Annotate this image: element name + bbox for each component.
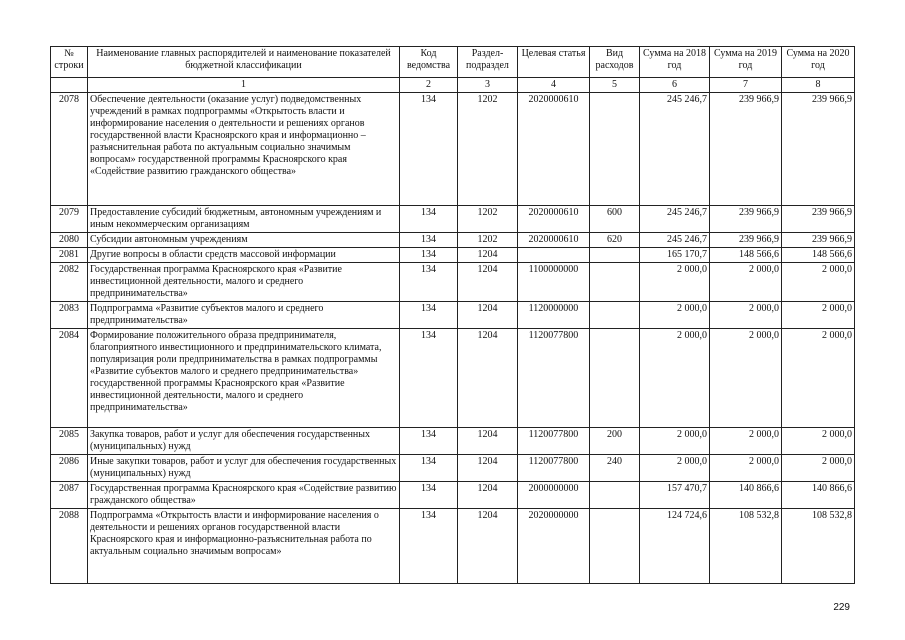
row-sum-2019: 2 000,0 [710, 455, 782, 482]
row-number: 2084 [51, 329, 88, 428]
column-number [51, 78, 88, 93]
header-row [51, 47, 855, 78]
row-expense-type: 200 [590, 428, 640, 455]
row-name: Государственная программа Красноярского края «Развитие инвестиционной деятельности, малого и среднего предпринимательства» [88, 263, 400, 302]
row-name: Формирование положительного образа предпринимателя, благоприятного инвестиционного и предпринимательского климата, популяризация роли предпринимательства в рамках подпрограммы «Развитие субъектов малого и среднего предпринимательства» государственной программы Красноярского края «Развитие инвестиционной деятельности, малого и среднего предпринимательства» [88, 329, 400, 428]
table-row [51, 455, 855, 482]
row-sum-2018: 2 000,0 [640, 302, 710, 329]
row-target-article: 2000000000 [518, 482, 590, 509]
row-name: Государственная программа Красноярского края «Содействие развитию гражданского общества» [88, 482, 400, 509]
column-number: 1 [88, 78, 400, 93]
row-dept-code: 134 [400, 233, 458, 248]
row-dept-code: 134 [400, 509, 458, 584]
table-row [51, 482, 855, 509]
row-sum-2020: 2 000,0 [782, 302, 855, 329]
row-dept-code: 134 [400, 263, 458, 302]
row-sum-2019: 239 966,9 [710, 233, 782, 248]
row-section: 1204 [458, 302, 518, 329]
row-sum-2019: 140 866,6 [710, 482, 782, 509]
row-sum-2019: 148 566,6 [710, 248, 782, 263]
row-expense-type: 240 [590, 455, 640, 482]
row-sum-2019: 2 000,0 [710, 263, 782, 302]
row-section: 1204 [458, 455, 518, 482]
row-expense-type: 600 [590, 206, 640, 233]
header-sum-2018: Сумма на 2018 год [640, 47, 710, 78]
row-expense-type [590, 509, 640, 584]
row-sum-2020: 2 000,0 [782, 455, 855, 482]
table-row [51, 93, 855, 206]
row-dept-code: 134 [400, 302, 458, 329]
row-expense-type: 620 [590, 233, 640, 248]
row-target-article: 1100000000 [518, 263, 590, 302]
row-sum-2018: 2 000,0 [640, 428, 710, 455]
row-sum-2018: 245 246,7 [640, 233, 710, 248]
row-sum-2020: 239 966,9 [782, 233, 855, 248]
column-number: 6 [640, 78, 710, 93]
row-dept-code: 134 [400, 428, 458, 455]
table-row [51, 329, 855, 428]
column-number: 3 [458, 78, 518, 93]
row-section: 1202 [458, 93, 518, 206]
header-num: № строки [51, 47, 88, 78]
row-target-article: 2020000610 [518, 233, 590, 248]
row-section: 1204 [458, 428, 518, 455]
row-section: 1204 [458, 482, 518, 509]
row-target-article [518, 248, 590, 263]
table-row [51, 428, 855, 455]
row-expense-type [590, 329, 640, 428]
row-sum-2018: 2 000,0 [640, 263, 710, 302]
row-number: 2088 [51, 509, 88, 584]
row-sum-2018: 2 000,0 [640, 329, 710, 428]
row-target-article: 2020000610 [518, 93, 590, 206]
row-target-article: 1120077800 [518, 329, 590, 428]
header-section: Раздел-подраздел [458, 47, 518, 78]
header-name: Наименование главных распорядителей и наименование показателей бюджетной классификации [88, 47, 400, 78]
row-expense-type [590, 263, 640, 302]
row-dept-code: 134 [400, 93, 458, 206]
row-sum-2018: 124 724,6 [640, 509, 710, 584]
row-number: 2080 [51, 233, 88, 248]
column-number: 2 [400, 78, 458, 93]
row-sum-2019: 2 000,0 [710, 329, 782, 428]
row-number: 2082 [51, 263, 88, 302]
column-number: 4 [518, 78, 590, 93]
row-sum-2019: 239 966,9 [710, 206, 782, 233]
row-name: Субсидии автономным учреждениям [88, 233, 400, 248]
row-sum-2018: 2 000,0 [640, 455, 710, 482]
column-number: 7 [710, 78, 782, 93]
row-name: Предоставление субсидий бюджетным, автономным учреждениям и иным некоммерческим организациям [88, 206, 400, 233]
row-dept-code: 134 [400, 206, 458, 233]
row-sum-2020: 2 000,0 [782, 428, 855, 455]
row-target-article: 1120000000 [518, 302, 590, 329]
row-expense-type [590, 93, 640, 206]
row-expense-type [590, 302, 640, 329]
row-dept-code: 134 [400, 329, 458, 428]
header-sum-2019: Сумма на 2019 год [710, 47, 782, 78]
row-dept-code: 134 [400, 482, 458, 509]
row-name: Иные закупки товаров, работ и услуг для обеспечения государственных (муниципальных) нужд [88, 455, 400, 482]
column-numbers-row [51, 78, 855, 93]
row-sum-2018: 245 246,7 [640, 206, 710, 233]
row-expense-type [590, 482, 640, 509]
row-sum-2020: 2 000,0 [782, 263, 855, 302]
row-sum-2020: 140 866,6 [782, 482, 855, 509]
table-row [51, 206, 855, 233]
row-name: Обеспечение деятельности (оказание услуг) подведомственных учреждений в рамках подпрограммы «Открытость власти и информирование населения о деятельности и решениях органов государственной власти Красноярского края и информационно – разъяснительная работа по актуальным социально значимым вопросам» государственной программы Красноярского края «Содействие развитию гражданского общества» [88, 93, 400, 206]
row-sum-2020: 108 532,8 [782, 509, 855, 584]
row-dept-code: 134 [400, 248, 458, 263]
header-exp-type: Вид расходов [590, 47, 640, 78]
row-sum-2018: 157 470,7 [640, 482, 710, 509]
row-name: Подпрограмма «Развитие субъектов малого и среднего предпринимательства» [88, 302, 400, 329]
header-article: Целевая статья [518, 47, 590, 78]
row-section: 1202 [458, 206, 518, 233]
row-expense-type [590, 248, 640, 263]
row-sum-2019: 2 000,0 [710, 302, 782, 329]
row-sum-2019: 108 532,8 [710, 509, 782, 584]
row-number: 2079 [51, 206, 88, 233]
row-sum-2020: 239 966,9 [782, 206, 855, 233]
table-row [51, 233, 855, 248]
row-target-article: 1120077800 [518, 428, 590, 455]
row-section: 1204 [458, 248, 518, 263]
row-sum-2020: 148 566,6 [782, 248, 855, 263]
budget-table [50, 46, 855, 584]
row-sum-2019: 239 966,9 [710, 93, 782, 206]
row-number: 2078 [51, 93, 88, 206]
row-target-article: 1120077800 [518, 455, 590, 482]
row-number: 2085 [51, 428, 88, 455]
row-number: 2086 [51, 455, 88, 482]
row-section: 1204 [458, 263, 518, 302]
row-sum-2020: 239 966,9 [782, 93, 855, 206]
row-number: 2087 [51, 482, 88, 509]
row-sum-2018: 165 170,7 [640, 248, 710, 263]
row-dept-code: 134 [400, 455, 458, 482]
column-number: 8 [782, 78, 855, 93]
row-section: 1204 [458, 509, 518, 584]
header-sum-2020: Сумма на 2020 год [782, 47, 855, 78]
row-section: 1204 [458, 329, 518, 428]
table-row [51, 248, 855, 263]
table-row [51, 302, 855, 329]
row-sum-2018: 245 246,7 [640, 93, 710, 206]
row-target-article: 2020000000 [518, 509, 590, 584]
row-section: 1202 [458, 233, 518, 248]
row-sum-2020: 2 000,0 [782, 329, 855, 428]
row-number: 2081 [51, 248, 88, 263]
row-name: Закупка товаров, работ и услуг для обеспечения государственных (муниципальных) нужд [88, 428, 400, 455]
row-number: 2083 [51, 302, 88, 329]
row-name: Подпрограмма «Открытость власти и информирование населения о деятельности и решениях органов государственной власти Красноярского края и информационно-разъяснительная работа по актуальным социально значимым вопросам» [88, 509, 400, 584]
row-sum-2019: 2 000,0 [710, 428, 782, 455]
row-name: Другие вопросы в области средств массовой информации [88, 248, 400, 263]
page-number: 229 [833, 602, 850, 613]
table-row [51, 509, 855, 584]
row-target-article: 2020000610 [518, 206, 590, 233]
header-dept: Код ведомства [400, 47, 458, 78]
column-number: 5 [590, 78, 640, 93]
table-row [51, 263, 855, 302]
